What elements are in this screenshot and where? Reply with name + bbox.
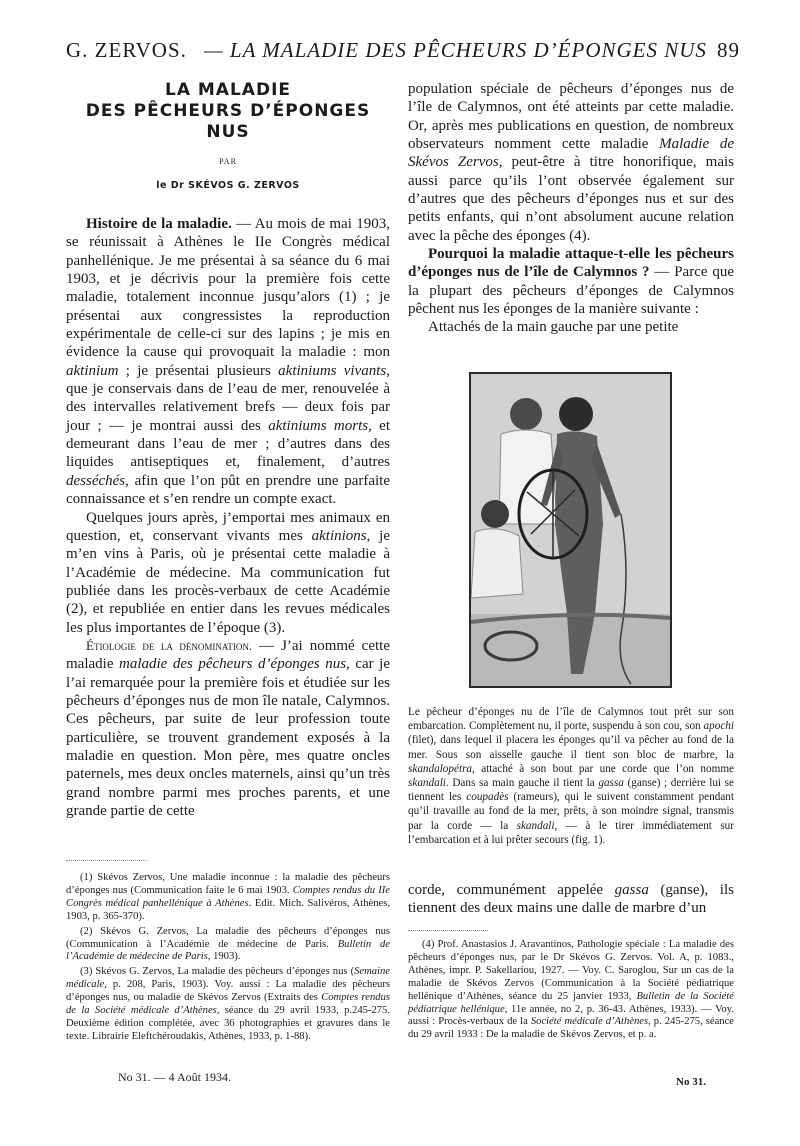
footnote-divider-left (66, 860, 146, 861)
text-run: , attaché à son bout par une corde que l’on nomme (472, 762, 734, 775)
emphasis: aktiniums morts (268, 417, 369, 434)
par-label: PAR (219, 157, 237, 166)
caption-text (408, 705, 734, 847)
emphasis: apochi (703, 720, 734, 733)
text-run: (4) Prof. Anastasios J. Aravantinos, Pathologie spéciale : La maladie des pêcheurs d’éponges nus, par le Dr Skévos G. Zervos. Vol. A, p. 1083., Athènes, impr. P. Sakellariou, 1927. — Voy. C. Saroglou, Sur un cas de la maladie de Skévos Zervos (Communication à la Société pédiatrique hellénique d’Athènes, séance du 25 janvier 1933, (408, 939, 734, 1002)
header-title: — LA MALADIE DES PÊCHEURS D’ÉPONGES NUS (204, 38, 707, 62)
text-run: (3) Skévos G. Zervos, La maladie des pêcheurs d’éponges nus ( (80, 966, 355, 978)
emphasis: gassa (598, 777, 624, 790)
footnote-4 (408, 939, 734, 1042)
text-run: . Edit. Mich. Salivéros, Athènes, 1903, p. 365-370). (66, 897, 390, 922)
article-title-line-1: LA MALADIE (164, 80, 292, 100)
text-run: , séance du 29 avril 1933, p.245-275. Deuxième édition complétée, avec 36 photographies et gravures dans le texte. Librairie Eleftchéroudakis, Athènes, 1933, p. 1-88). (66, 1005, 390, 1042)
text-run: Quelques jours après, j’emportai mes animaux en question, et, conservant vivants mes (66, 509, 390, 544)
text-run: , peut-être à titre honorifique, mais aussi parce qu’ils l’ont observée également sur d’autres que des pêcheurs d’éponges nus et sur des petits enfants, qui n’ont absolument aucune relation avec la pêche des éponges (4). (408, 154, 734, 244)
emphasis: Bulletin de l’Académie de médecine de Paris (66, 938, 390, 963)
header-author: G. ZERVOS. (66, 38, 187, 62)
emphasis: Maladie de Skévos Zervos (408, 136, 734, 171)
right-column (408, 80, 734, 337)
emphasis: Comptes rendus de la Société médicale d’Athènes (66, 992, 390, 1017)
section-lead-history: Histoire de la maladie. (86, 216, 232, 232)
text-run: (ganse), ils tiennent des deux mains une dalle de marbre d’un (408, 882, 734, 917)
footnote-3 (66, 966, 390, 1043)
emphasis: aktinium (66, 362, 119, 379)
text-run: Le pêcheur d’éponges nu de l’île de Calymnos tout prêt sur son embarcation. Complètement nu, il porte, suspendu à son cou, son (408, 706, 734, 733)
text-run: (2) Skévos G. Zervos, La maladie des pêcheurs d’éponges nus (Communication à l’Académie de médecine de Paris. (66, 925, 390, 950)
paragraph-population (408, 80, 734, 245)
figure-caption (408, 705, 734, 847)
emphasis: gassa (614, 882, 649, 898)
text-run: (rameurs), qui le suivent constamment pendant qu’il travaille au fond de la mer, prêts, à son moindre signal, transmis par la corde — la (408, 791, 734, 832)
footnote-2 (66, 926, 390, 965)
text-run: , p. 208, Paris, 1903). Voy. aussi : La maladie des pêcheurs d’éponges nus, ou maladie de Skévos Zervos (Extraits des (66, 979, 390, 1004)
running-header (66, 38, 740, 68)
emphasis: Société médicale d’Athènes (530, 1016, 649, 1028)
text-run: (1) Skévos Zervos, Une maladie inconnue : la maladie des pêcheurs d’éponges nus (Communication faite le 6 mai 1903. (66, 872, 390, 896)
photograph-sponge-diver (469, 372, 672, 688)
author-byline: le Dr SKÉVOS G. ZERVOS (156, 180, 300, 191)
section-lead-etiology: Étiologie de la dénomination. (86, 637, 253, 653)
text-run: , — à le tirer immédiatement sur l’embarcation et à lui prêter secours (fig. 1). (408, 819, 735, 846)
emphasis: Comptes rendus du IIe Congrès médical panhellénique à Athènes (66, 884, 390, 909)
issue-number: No 31. (676, 1076, 706, 1088)
emphasis: Semaine médicale (66, 966, 390, 991)
article-title-line-3: NUS (206, 122, 250, 142)
emphasis: skandalopétra (408, 762, 473, 775)
article-title-line-2: DES PÊCHEURS D’ÉPONGES (85, 101, 371, 121)
emphasis: aktinions (311, 527, 367, 544)
emphasis: maladie des pêcheurs d’éponges nus (119, 656, 347, 673)
issue-date: No 31. — 4 Août 1934. (118, 1070, 232, 1084)
text-run: — Au mois de mai 1903, se réunissait à Athènes le IIe Congrès médical panhellénique. Je me présentai à sa séance du 6 mai 1903, et je décrivis pour la première fois cette maladie, totalement inconnue jusqu’alors (1) ; je présentai aux congressistes la reproduction expérimentale de celle-ci sur des lapins ; je mis en évidence la cause qui provoquait la maladie : mon (66, 216, 390, 361)
right-column-continuation (408, 881, 734, 918)
article-title (66, 80, 390, 143)
text-run: , afin que l’on pût en prendre une parfaite connaissance et s’en rendre un compte exact. (66, 472, 390, 508)
text-run: corde, communément appelée (408, 882, 615, 898)
paragraph-paris (66, 509, 390, 637)
text-run: , et demeurant dans l’eau de mer ; d’autres dans des liquides antiseptiques et, finalement, d’autres (66, 417, 390, 471)
left-body (66, 215, 390, 820)
right-body (408, 80, 734, 337)
text-run: , 11e année, no 2, p. 36-43. Athènes, 1933). — Voy. aussi : Procès-verbaux de la (408, 1003, 734, 1028)
left-column (66, 80, 390, 820)
emphasis: desséchés (66, 472, 126, 489)
text-run: , p. 245-275, séance du 29 avril 1933 : De la maladie de Skévos Zervos, et p. a. (408, 1016, 734, 1041)
paragraph-attached: Attachés de la main gauche par une petite (428, 319, 679, 336)
page-number: 89 (717, 38, 740, 62)
emphasis: Bulletin de la Société pédiatrique hellénique (408, 990, 734, 1015)
paragraph-etiology (66, 637, 390, 820)
paragraph-why (408, 245, 734, 318)
footnotes-left (66, 872, 390, 1046)
text-run: — J’ai nommé cette maladie (66, 637, 390, 673)
emphasis: coupadès (466, 791, 509, 804)
text-run: ; je présentai plusieurs (118, 362, 279, 379)
footnote-1 (66, 872, 390, 924)
text-run: — Parce que la plupart des pêcheurs d’éponges de Calymnos pêchent nus les éponges de la manière suivante : (408, 264, 734, 318)
section-lead-why: Pourquoi la maladie attaque-t-elle les pêcheurs d’éponges nus de l’île de Calymnos ? (408, 246, 734, 281)
text-run: , que je conservais dans de l’eau de mer, renouvelée à des intervalles relativement brefs — deux fois par jour ; — je montrai aussi des (66, 362, 390, 434)
text-run: (ganse) ; derrière lui se tiennent les (408, 777, 734, 804)
photograph-illustration (471, 374, 670, 686)
text-run: , 1903). (207, 951, 241, 963)
emphasis: aktiniums vivants (278, 362, 387, 379)
text-run: , je m’en vins à Paris, où je présentai cette maladie à l’Académie de médecine. Ma communication fut publiée dans les procès-verbaux de cette Académie (2), et republiée en entier dans les revues médicales les plus importantes de l’époque (3). (66, 527, 390, 636)
text-run: population spéciale de pêcheurs d’éponges nus de l’île de Calymnos, ont été atteints par cette maladie. Or, après mes publications en question, de nombreux observateurs nomment cette maladie (408, 81, 734, 153)
footnotes-right (408, 939, 734, 1044)
emphasis: skandali (516, 819, 555, 832)
emphasis: skandali (408, 777, 446, 790)
text-run: , car je l’ai remarquée pour la première fois et étudiée sur les pêcheurs d’éponges nus de mon île natale, Calymnos. Ces pêcheurs, par suite de leur profession toute particulière, se trouvent grandement exposés à la maladie en question. Mon père, mes quatre oncles paternels, mes deux oncles maternels, ainsi qu’un très grand nombre parmi mes proches parents, et une grande partie de cette (66, 656, 390, 819)
text-run: (filet), dans lequel il placera les éponges qu’il va pêcher au fond de la mer. Sous son aisselle gauche il tient son bloc de marbre, la (408, 734, 734, 761)
paragraph-corde (408, 881, 734, 918)
text-run: . Dans sa main gauche il tient la (445, 777, 599, 790)
paragraph-history (66, 215, 390, 509)
footnote-divider-right (408, 930, 488, 931)
